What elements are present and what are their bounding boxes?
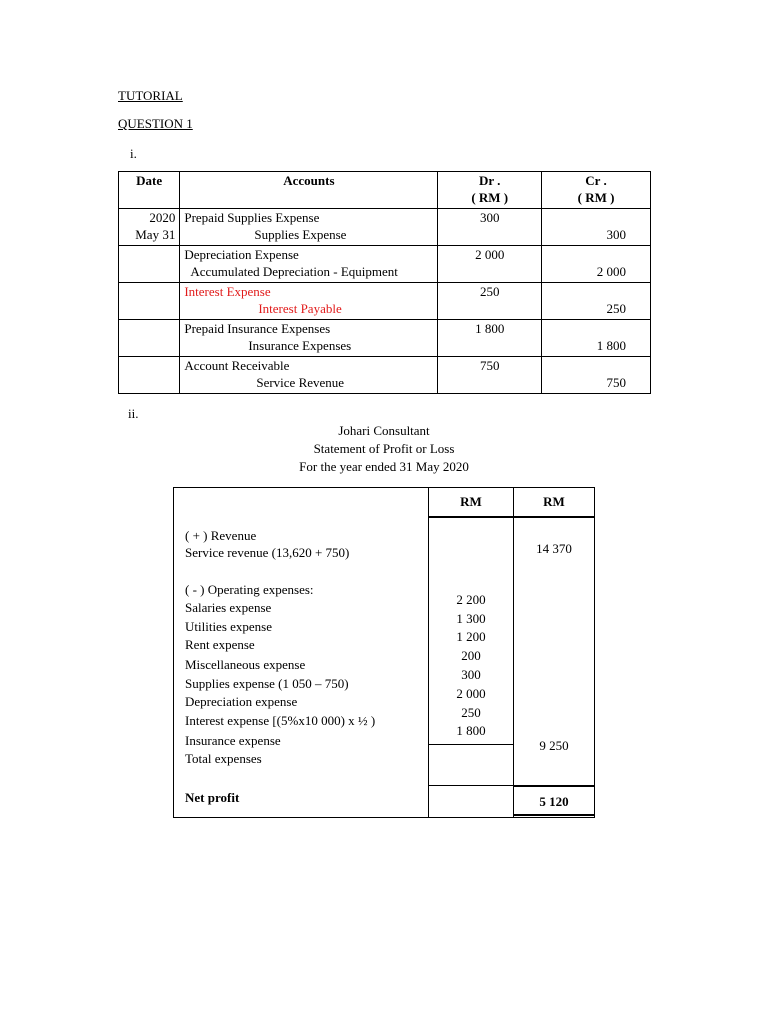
entry-debit: 750 (438, 357, 542, 394)
accounts-column-header: Accounts (180, 172, 438, 209)
service-revenue-value: 14 370 (536, 541, 572, 556)
net-profit-value: 5 120 (539, 794, 569, 809)
cr-column-header: Cr . ( RM ) (542, 172, 651, 209)
tutorial-heading: TUTORIAL (118, 88, 183, 103)
entry-debit: 2 000 (438, 246, 542, 283)
date-column-header: Date (119, 172, 180, 209)
expense-label: Miscellaneous expense (185, 657, 306, 672)
part-ii-label: ii. (128, 406, 139, 421)
expense-value: 2 200 (456, 592, 486, 607)
entry-debit: 250 (438, 283, 542, 320)
entry-date (119, 246, 180, 283)
expense-value: 1 300 (456, 611, 486, 626)
question-heading: QUESTION 1 (118, 116, 193, 131)
expenses-heading: ( - ) Operating expenses: (185, 582, 314, 597)
expense-value: 1 200 (456, 629, 486, 644)
entry-credit: 750 (542, 357, 651, 394)
total-expenses-value: 9 250 (539, 738, 569, 753)
expense-label: Salaries expense (185, 600, 272, 615)
rm-column-1-header: RM (460, 494, 482, 509)
part-i-label: i. (130, 146, 137, 161)
dr-column-header: Dr . ( RM ) (438, 172, 542, 209)
rm-column-2-header: RM (543, 494, 565, 509)
entry-credit: 1 800 (542, 320, 651, 357)
revenue-heading: ( + ) Revenue (185, 528, 257, 543)
expense-label: Insurance expense (185, 733, 281, 748)
total-expenses-label: Total expenses (185, 751, 262, 766)
entry-debit: 300 (438, 209, 542, 246)
journal-row (119, 283, 651, 320)
journal-row (119, 320, 651, 357)
entry-credit: 2 000 (542, 246, 651, 283)
company-name: Johari Consultant (338, 423, 430, 438)
entry-date (119, 357, 180, 394)
entry-credit: 300 (542, 209, 651, 246)
expense-value: 1 800 (456, 723, 486, 738)
expense-label: Rent expense (185, 637, 255, 652)
journal-row (119, 246, 651, 283)
expense-label: Utilities expense (185, 619, 273, 634)
entry-date (119, 283, 180, 320)
expense-label: Supplies expense (1 050 – 750) (185, 676, 349, 691)
net-profit-label: Net profit (185, 790, 240, 805)
entry-accounts: Depreciation Expense Accumulated Depreciation - Equipment (180, 246, 438, 283)
entry-accounts: Account Receivable Service Revenue (180, 357, 438, 394)
entry-accounts: Interest Expense Interest Payable (180, 283, 438, 320)
entry-accounts: Prepaid Supplies Expense Supplies Expense (180, 209, 438, 246)
entry-debit: 1 800 (438, 320, 542, 357)
entry-credit: 250 (542, 283, 651, 320)
service-revenue-label: Service revenue (13,620 + 750) (185, 545, 350, 560)
entry-date (119, 320, 180, 357)
expense-value: 200 (461, 648, 481, 663)
statement-name: Statement of Profit or Loss (313, 441, 455, 456)
expense-label: Interest expense [(5%x10 000) x ½ ) (185, 713, 376, 728)
journal-row (119, 209, 651, 246)
journal-header-row (119, 172, 651, 209)
entry-accounts: Prepaid Insurance Expenses Insurance Expenses (180, 320, 438, 357)
profit-loss-statement (173, 487, 595, 818)
expense-value: 2 000 (456, 686, 486, 701)
entry-date: 2020 May 31 (119, 209, 180, 246)
expense-label: Depreciation expense (185, 694, 298, 709)
expense-value: 300 (461, 667, 481, 682)
journal-entries-table (118, 171, 651, 394)
statement-period: For the year ended 31 May 2020 (299, 459, 469, 474)
expense-value: 250 (461, 705, 481, 720)
journal-row (119, 357, 651, 394)
